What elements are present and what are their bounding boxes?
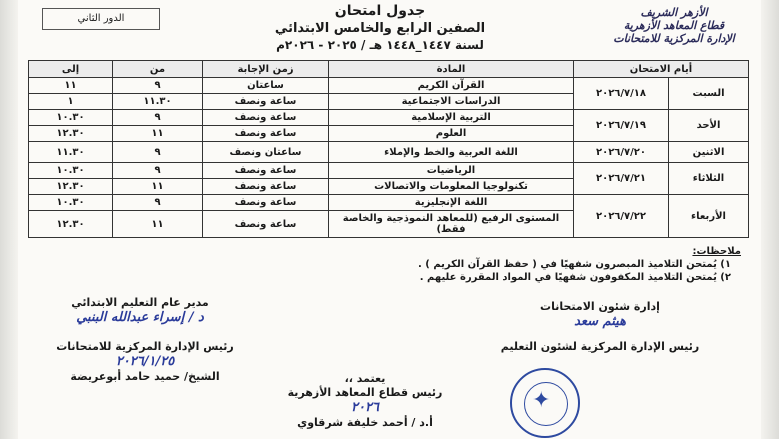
- from-cell: ٩: [113, 195, 203, 211]
- duration-cell: ساعة ونصف: [203, 94, 329, 110]
- signature-role: إدارة شئون الامتحانات: [540, 300, 660, 313]
- subject-cell: المستوى الرفيع (للمعاهد النموذجية والخاصة فقط): [329, 211, 574, 238]
- header-to: إلى: [29, 61, 113, 78]
- day-cell: الأربعاء: [669, 195, 749, 238]
- subject-cell: القرآن الكريم: [329, 78, 574, 94]
- eagle-seal-icon: ✦: [532, 388, 551, 413]
- from-cell: ١١.٣٠: [113, 94, 203, 110]
- signature-sector-head: [240, 372, 490, 430]
- header-duration: زمن الإجابة: [203, 61, 329, 78]
- subject-cell: الرياضيات: [329, 163, 574, 179]
- header-line-1: الأزهر الشريف: [640, 6, 708, 19]
- day-cell: الأحد: [669, 110, 749, 142]
- header-line-2: قطاع المعاهد الأزهرية: [623, 19, 725, 32]
- subject-cell: العلوم: [329, 126, 574, 142]
- subject-cell: تكنولوجيا المعلومات والاتصالات: [329, 179, 574, 195]
- duration-cell: ساعة ونصف: [203, 211, 329, 238]
- to-cell: ١: [29, 94, 113, 110]
- title-line-3: لسنة ١٤٤٧_١٤٤٨ هـ / ٢٠٢٥ - ٢٠٢٦م: [276, 38, 484, 52]
- duration-cell: ساعة ونصف: [203, 126, 329, 142]
- signature-name: الشيخ/ حميد حامد أبوعريضة: [70, 370, 220, 383]
- signature-handwriting: هيثم سعد: [574, 314, 626, 329]
- duration-cell: ساعة ونصف: [203, 195, 329, 211]
- header-line-3: الإدارة المركزية للامتحانات: [613, 32, 735, 45]
- table-row: [29, 163, 749, 179]
- to-cell: ١٠.٣٠: [29, 163, 113, 179]
- from-cell: ٩: [113, 110, 203, 126]
- notes-section: [181, 245, 741, 284]
- signature-handwriting: د / إسراء عبدالله البنبي: [76, 310, 204, 325]
- subject-cell: اللغة العربية والخط والإملاء: [329, 142, 574, 163]
- to-cell: ١٠.٣٠: [29, 195, 113, 211]
- subject-cell: الدراسات الاجتماعية: [329, 94, 574, 110]
- subject-cell: التربية الإسلامية: [329, 110, 574, 126]
- signature-role: رئيس قطاع المعاهد الأزهرية: [287, 386, 443, 399]
- day-cell: السبت: [669, 78, 749, 110]
- table-row: [29, 78, 749, 94]
- table-header-row: [29, 61, 749, 78]
- subject-cell: اللغة الإنجليزية: [329, 195, 574, 211]
- header-from: من: [113, 61, 203, 78]
- to-cell: ١٠.٣٠: [29, 110, 113, 126]
- duration-cell: ساعتان: [203, 78, 329, 94]
- from-cell: ٩: [113, 163, 203, 179]
- date-cell: ٢٠٢٦/٧/٢١: [574, 163, 669, 195]
- table-row: [29, 142, 749, 163]
- date-cell: ٢٠٢٦/٧/٢٠: [574, 142, 669, 163]
- from-cell: ١١: [113, 126, 203, 142]
- notes-title: ملاحظات:: [692, 246, 741, 257]
- duration-cell: ساعة ونصف: [203, 179, 329, 195]
- day-cell: الاثنين: [669, 142, 749, 163]
- table-row: [29, 110, 749, 126]
- header-days: أيام الامتحان: [574, 61, 749, 78]
- signature-role: مدير عام التعليم الابتدائي: [71, 296, 209, 309]
- table-row: [29, 195, 749, 211]
- signature-name: أ.د / أحمد خليفة شرقاوي: [297, 416, 433, 429]
- signature-primary-director: [40, 296, 240, 326]
- page-shadow-left: [0, 0, 18, 439]
- from-cell: ٩: [113, 78, 203, 94]
- from-cell: ١١: [113, 211, 203, 238]
- to-cell: ١٢.٣٠: [29, 211, 113, 238]
- duration-cell: ساعتان ونصف: [203, 142, 329, 163]
- exam-round-label: الدور الثاني: [42, 8, 160, 30]
- date-cell: ٢٠٢٦/٧/١٩: [574, 110, 669, 142]
- exam-schedule-table: [28, 60, 749, 238]
- page-shadow-right: [761, 0, 779, 439]
- from-cell: ١١: [113, 179, 203, 195]
- signature-handwriting: ٢٠٢٦: [351, 400, 379, 415]
- note-item: ١) يُمتحن التلاميذ المبصرون شفهيًا في ( حفظ القرآن الكريم ) .: [418, 259, 731, 270]
- to-cell: ١١.٣٠: [29, 142, 113, 163]
- to-cell: ١٢.٣٠: [29, 126, 113, 142]
- signature-exams-affairs: [490, 300, 710, 330]
- note-item: ٢) يُمتحن التلاميذ المكفوفون شفهيًا في المواد المقررة عليهم .: [419, 272, 731, 283]
- from-cell: ٩: [113, 142, 203, 163]
- header-subject: المادة: [329, 61, 574, 78]
- date-cell: ٢٠٢٦/٧/٢٢: [574, 195, 669, 238]
- signature-education-head: [460, 340, 740, 354]
- duration-cell: ساعة ونصف: [203, 163, 329, 179]
- signature-role: رئيس الإدارة المركزية لشئون التعليم: [500, 340, 700, 353]
- to-cell: ١٢.٣٠: [29, 179, 113, 195]
- day-cell: الثلاثاء: [669, 163, 749, 195]
- duration-cell: ساعة ونصف: [203, 110, 329, 126]
- approval-label: يعتمد ،،: [344, 372, 386, 385]
- to-cell: ١١: [29, 78, 113, 94]
- title-line-2: الصفين الرابع والخامس الابتدائي: [274, 21, 486, 36]
- title-line-1: جدول امتحان: [334, 3, 426, 19]
- signature-role: رئيس الإدارة المركزية للامتحانات: [56, 340, 234, 353]
- signature-exams-head: [30, 340, 260, 384]
- date-cell: ٢٠٢٦/٧/١٨: [574, 78, 669, 110]
- institution-header: [589, 6, 759, 45]
- signature-handwriting: ٢٠٢٦/١/٢٥: [115, 354, 175, 369]
- document-title: [200, 2, 560, 53]
